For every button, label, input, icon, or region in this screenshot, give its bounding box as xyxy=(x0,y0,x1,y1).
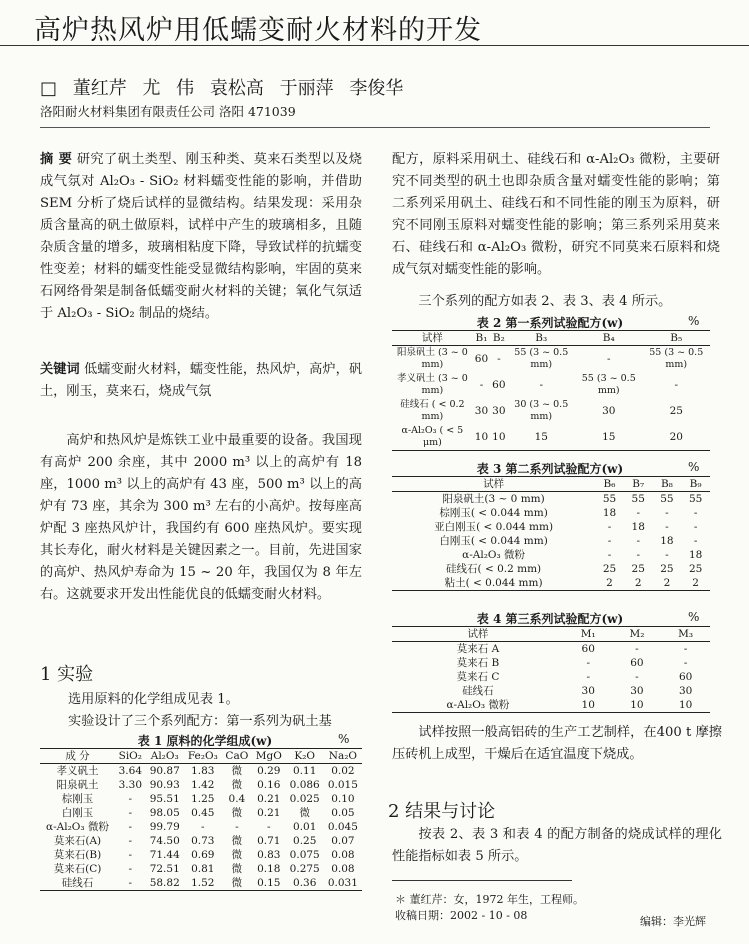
table3-row xyxy=(392,576,710,591)
table1-cell: 74.50 xyxy=(149,835,180,847)
table4-cell: α-Al₂O₃ 微粉 xyxy=(446,699,510,711)
header-rule xyxy=(0,45,749,46)
table-4-caption: 表 4 第三系列试验配方(w) xyxy=(476,612,624,626)
table1-cell: 0.075 xyxy=(289,849,320,861)
table1-cell: 0.4 xyxy=(228,793,246,805)
table3-cell: - xyxy=(665,549,669,561)
table1-row xyxy=(40,792,362,806)
table2-cell: 25 xyxy=(669,405,683,417)
table3-cell: 25 xyxy=(660,563,674,575)
table1-cell: 0.16 xyxy=(257,779,281,791)
table3-cell: 18 xyxy=(688,549,703,561)
table1-cell: 0.10 xyxy=(331,793,355,805)
table2-cell: 55 (3 ~ 0.5 mm) xyxy=(514,347,569,370)
table2-cell: 20 xyxy=(669,431,683,443)
table3-cell: 2 xyxy=(692,577,699,589)
table4-cell: 30 xyxy=(581,685,595,697)
table3-cell: 25 xyxy=(602,563,617,575)
table3-cell: - xyxy=(693,521,698,533)
table3-cell: 白刚玉( < 0.044 mm) xyxy=(439,535,548,547)
table2-cell: 60 xyxy=(474,353,489,365)
table1-cell: 99.79 xyxy=(149,821,180,833)
table1-cell: 0.015 xyxy=(327,779,358,791)
table3-cell: 2 xyxy=(634,577,642,589)
table1-cell: 0.21 xyxy=(257,807,281,819)
table1-cell: 微 xyxy=(231,849,243,861)
table3-row xyxy=(392,506,710,520)
abstract-text: 研究了矾土类型、刚玉种类、莫来石类型以及烧成气氛对 Al₂O₃ - SiO₂ 材料蠕变性能的影响，并借助 SEM 分析了烧后试样的显微结构。结果发现：采用杂质含量高的矾土做原料，试样中产生的玻璃相多，且随杂质含量的增多，玻璃相粘度下降，导致试样的抗蠕变性变差；材料的蠕变性能受显微结构影响，牢固的莫来石网络骨架是制备低蠕变耐火材料的关键；氧化气氛适于 Al₂O₃ - SiO₂ 制品的烧结。 xyxy=(40,152,362,321)
table3-cell: 25 xyxy=(631,563,645,575)
table1-cell: 0.29 xyxy=(257,765,281,777)
table2-header-cell: B₅ xyxy=(670,332,683,344)
table1-cell: 微 xyxy=(231,765,243,777)
table4-header-cell: M₃ xyxy=(678,628,694,640)
table3-cell: - xyxy=(636,507,640,519)
table1-cell: 微 xyxy=(231,779,243,791)
table1-row xyxy=(40,834,362,848)
section-2-heading: 2 结果与讨论 xyxy=(388,801,496,822)
table3-cell: 18 xyxy=(660,535,674,547)
table1-cell: 95.51 xyxy=(149,793,180,805)
table1-cell: - xyxy=(128,821,133,833)
table4-cell: 10 xyxy=(630,699,644,711)
table2-row xyxy=(392,372,710,398)
table1-cell: 0.71 xyxy=(257,835,281,847)
keywords-label: 关键词 xyxy=(40,362,80,377)
table4-header-cell: 试样 xyxy=(467,628,489,640)
table1-header-cell: Fe₂O₃ xyxy=(187,750,218,762)
table3-cell: - xyxy=(693,507,698,519)
table4-cell: 60 xyxy=(581,643,595,655)
table2-cell: 10 xyxy=(474,431,489,443)
table-2-unit: % xyxy=(688,314,700,328)
table3-cell: - xyxy=(636,535,640,547)
table4-header-cell: M₂ xyxy=(629,628,645,640)
table1-cell: 微 xyxy=(231,863,243,875)
table1-cell: - xyxy=(128,807,133,819)
table-1-caption: 表 1 原料的化学组成(w) xyxy=(137,734,273,748)
table3-header-cell: B₆ xyxy=(603,478,616,490)
table1-cell: - xyxy=(128,793,133,805)
table1-cell: 0.031 xyxy=(327,877,358,889)
table4-cell: 莫来石 A xyxy=(456,643,500,655)
table3-cell: 2 xyxy=(663,577,671,589)
table-3-header xyxy=(392,477,710,492)
table2-header-cell: B₁ xyxy=(475,332,488,344)
table4-cell: 30 xyxy=(678,685,693,697)
table2-cell: - xyxy=(539,379,544,391)
table1-cell: 阳泉矾土 xyxy=(56,779,99,791)
table1-row xyxy=(40,876,362,891)
table3-cell: - xyxy=(607,521,612,533)
table3-cell: 25 xyxy=(688,563,703,575)
table2-cell: 60 xyxy=(492,379,506,391)
table1-cell: 0.275 xyxy=(289,863,320,875)
table1-cell: 3.30 xyxy=(118,779,143,791)
table4-cell: 硅线石 xyxy=(462,685,494,697)
table1-cell: 3.64 xyxy=(118,765,143,777)
section-1-line-1: 选用原料的化学组成见表 1。 xyxy=(68,692,239,707)
footnote-author: ＊ 董红芹：女，1972 年生，工程师。 xyxy=(395,893,584,906)
table2-cell: 55 (3 ~ 0.5 mm) xyxy=(649,347,704,370)
table1-cell: 0.73 xyxy=(191,835,215,847)
affiliation-rule xyxy=(40,127,710,128)
table4-row xyxy=(392,698,710,713)
abstract-label: 摘 要 xyxy=(40,152,73,167)
table1-cell: 0.086 xyxy=(289,779,320,791)
table2-cell: 孝义矾土 (3 ~ 0 mm) xyxy=(396,373,468,396)
table1-cell: 0.01 xyxy=(293,821,317,833)
table-3 xyxy=(392,476,710,591)
section-1-text xyxy=(68,689,364,733)
table-1-unit: % xyxy=(338,732,350,746)
table3-cell: - xyxy=(607,549,612,561)
table1-row xyxy=(40,764,362,779)
table4-cell: - xyxy=(635,643,639,655)
table-3-caption: 表 3 第二系列试验配方(w) xyxy=(476,462,624,476)
table1-cell: 0.18 xyxy=(257,863,281,875)
article-title: 高炉热风炉用低蠕变耐火材料的开发 xyxy=(34,15,482,46)
table4-cell: - xyxy=(586,657,591,669)
table1-cell: 0.83 xyxy=(257,849,281,861)
table4-cell: 莫来石 C xyxy=(456,671,500,683)
table2-header-cell: B₃ xyxy=(535,332,548,344)
table3-cell: 硅线石( < 0.2 mm) xyxy=(446,563,542,575)
table3-cell: - xyxy=(636,549,640,561)
table2-cell: - xyxy=(674,379,679,391)
author-line: □ 董红芹 尤 伟 袁松高 于丽萍 李俊华 xyxy=(40,78,404,99)
right-paragraph-1: 配方，原料采用矾土、硅线石和 α-Al₂O₃ 微粉，主要研究不同类型的矾土也即杂质含量对蠕变性能的影响；第二系列采用矾土、硅线石和不同性能的刚玉为原料，研究不同刚玉原料对蠕变性能的影响；第三系列采用莫来石、硅线石和 α-Al₂O₃ 微粉，研究不同莫来石原料和烧成气氛对蠕变性能的影响。 xyxy=(392,152,720,277)
table4-row xyxy=(392,670,710,684)
table2-cell: - xyxy=(606,353,611,365)
table2-cell: α-Al₂O₃ ( < 5 μm) xyxy=(401,425,464,448)
footnote xyxy=(395,892,584,924)
section-1-heading: 1 实验 xyxy=(40,664,94,685)
table1-cell: - xyxy=(235,821,239,833)
table2-cell: - xyxy=(479,379,484,391)
table1-cell: 0.81 xyxy=(191,863,215,875)
table-1 xyxy=(40,748,362,891)
table2-cell: 阳泉矾土 (3 ~ 0 mm) xyxy=(396,347,468,370)
table1-cell: 1.25 xyxy=(191,793,215,805)
table3-cell: α-Al₂O₃ 微粉 xyxy=(462,549,526,561)
table1-cell: 1.83 xyxy=(191,765,215,777)
table4-row xyxy=(392,656,710,670)
table1-row xyxy=(40,848,362,862)
table4-row xyxy=(392,684,710,698)
table3-cell: 阳泉矾土(3 ~ 0 mm) xyxy=(442,493,545,505)
table2-cell: 30 (3 ~ 0.5 mm) xyxy=(514,399,569,422)
right-paragraph-2: 三个系列的配方如表 2、表 3、表 4 所示。 xyxy=(418,294,672,309)
table3-row xyxy=(392,562,710,576)
table2-cell: 15 xyxy=(602,431,616,443)
table2-cell: 10 xyxy=(492,431,506,443)
table1-cell: - xyxy=(267,821,271,833)
table-4-header xyxy=(392,627,710,642)
table2-cell: - xyxy=(497,353,501,365)
table3-cell: - xyxy=(665,507,669,519)
table4-cell: - xyxy=(635,671,639,683)
table3-row xyxy=(392,492,710,507)
table1-cell: α-Al₂O₃ 微粉 xyxy=(46,821,109,833)
footnote-rule xyxy=(392,880,572,881)
table3-cell: 棕刚玉( < 0.044 mm) xyxy=(439,507,548,519)
table1-row xyxy=(40,820,362,834)
table-2-header xyxy=(392,331,710,346)
editor-credit: 编辑：李光辉 xyxy=(640,915,706,928)
table3-cell: 粘土( < 0.044 mm) xyxy=(444,577,543,589)
table3-row xyxy=(392,534,710,548)
keywords xyxy=(40,359,362,403)
table1-cell: 71.44 xyxy=(149,849,180,861)
table3-cell: 55 xyxy=(688,493,703,505)
table1-cell: 0.69 xyxy=(191,849,215,861)
table4-cell: 60 xyxy=(678,671,693,683)
abstract xyxy=(40,149,362,325)
table1-cell: - xyxy=(128,863,133,875)
intro-paragraph: 高炉和热风炉是炼铁工业中最重要的设备。我国现有高炉 200 余座，其中 2000 m³ 以上的高炉有 18 座，1000 m³ 以上的高炉有 43 座，500 m³ 以上的高炉有 73 座，其余为 300 m³ 左右的小高炉。按每座高炉配 3 座热风炉计，我国约有 600 座热风炉。要实现其长寿化，耐火材料是关键因素之一。目前，先进国家的高炉、热风炉寿命为 15 ~ 20 年，我国仅为 8 年左右。这就要求开发出性能优良的低蠕变耐火材料。 xyxy=(40,433,362,602)
table1-cell: 微 xyxy=(299,807,310,819)
table1-cell: 72.51 xyxy=(149,863,180,875)
table3-cell: 18 xyxy=(631,521,645,533)
table1-cell: 孝义矾土 xyxy=(56,765,99,777)
table1-cell: 白刚玉 xyxy=(61,807,94,819)
table-4-unit: % xyxy=(688,610,700,624)
table1-row xyxy=(40,862,362,876)
table2-header-cell: B₂ xyxy=(492,332,505,344)
table4-cell: 10 xyxy=(678,699,693,711)
section-1-line-2: 实验设计了三个系列配方：第一系列为矾土基 xyxy=(68,714,332,729)
table1-cell: - xyxy=(128,849,133,861)
table2-header-cell: 试样 xyxy=(421,332,443,344)
table1-row xyxy=(40,778,362,792)
table1-cell: 莫来石(A) xyxy=(53,835,102,847)
table3-row xyxy=(392,520,710,534)
table2-cell: 30 xyxy=(474,405,489,417)
table3-cell: - xyxy=(665,521,669,533)
table2-row xyxy=(392,424,710,451)
table4-cell: 30 xyxy=(630,685,644,697)
table1-cell: 0.02 xyxy=(331,765,355,777)
table4-header-cell: M₁ xyxy=(580,628,596,640)
affiliation: 洛阳耐火材料集团有限责任公司 洛阳 471039 xyxy=(40,104,296,119)
table-4 xyxy=(392,626,710,713)
table1-cell: 0.045 xyxy=(327,821,358,833)
table1-cell: - xyxy=(128,835,133,847)
table4-cell: - xyxy=(683,643,688,655)
table1-cell: 0.07 xyxy=(331,835,355,847)
table1-cell: 58.82 xyxy=(149,877,180,889)
table1-header-cell: Al₂O₃ xyxy=(150,750,179,762)
table3-cell: 亚白刚玉( < 0.044 mm) xyxy=(434,521,554,533)
table3-cell: 55 xyxy=(631,493,645,505)
table1-cell: 莫来石(B) xyxy=(53,849,102,861)
table-1-header xyxy=(40,749,362,764)
table3-header-cell: B₇ xyxy=(632,478,645,490)
table1-cell: 0.36 xyxy=(293,877,317,889)
table2-cell: 30 xyxy=(492,405,506,417)
footnote-received-date: 收稿日期：2002 - 10 - 08 xyxy=(395,909,528,922)
table1-cell: 0.25 xyxy=(293,835,317,847)
table1-cell: 1.52 xyxy=(191,877,215,889)
table1-cell: 棕刚玉 xyxy=(61,793,94,805)
table3-cell: 18 xyxy=(602,507,617,519)
table1-cell: 90.93 xyxy=(149,779,180,791)
table4-cell: 10 xyxy=(581,699,595,711)
table1-cell: 莫来石(C) xyxy=(53,863,102,875)
table3-cell: - xyxy=(607,535,612,547)
table3-header-cell: B₉ xyxy=(689,478,702,490)
table3-cell: - xyxy=(693,535,698,547)
table1-cell: 微 xyxy=(231,807,243,819)
table1-cell: 微 xyxy=(231,877,243,889)
table1-header-cell: CaO xyxy=(225,750,249,762)
table3-cell: 2 xyxy=(606,577,613,589)
table-2-caption: 表 2 第一系列试验配方(w) xyxy=(476,316,624,330)
table1-cell: - xyxy=(201,821,205,833)
section-2-text: 按表 2、表 3 和表 4 的配方制备的烧成试样的理化性能指标如表 5 所示。 xyxy=(392,827,722,864)
table2-cell: 55 (3 ~ 0.5 mm) xyxy=(581,373,636,396)
table4-cell: - xyxy=(683,657,688,669)
table3-header-cell: B₈ xyxy=(660,478,673,490)
table2-header-cell: B₄ xyxy=(602,332,615,344)
table1-cell: 1.42 xyxy=(191,779,215,791)
table1-header-cell: MgO xyxy=(255,750,282,762)
table4-cell: 莫来石 B xyxy=(456,657,500,669)
table-2 xyxy=(392,330,710,451)
table1-cell: 0.11 xyxy=(293,765,317,777)
table1-cell: 98.05 xyxy=(149,807,180,819)
table3-header-cell: 试样 xyxy=(483,478,505,490)
table-3-unit: % xyxy=(688,460,700,474)
table4-cell: 60 xyxy=(630,657,644,669)
table2-row xyxy=(392,398,710,424)
table1-cell: 90.87 xyxy=(149,765,180,777)
table1-cell: 0.025 xyxy=(289,793,320,805)
table1-cell: 0.08 xyxy=(331,849,355,861)
table2-cell: 硅线石 ( < 0.2 mm) xyxy=(400,399,465,422)
table2-row xyxy=(392,346,710,373)
table1-cell: 0.21 xyxy=(257,793,281,805)
table4-cell: - xyxy=(586,671,591,683)
table4-row xyxy=(392,642,710,657)
table1-cell: 硅线石 xyxy=(61,877,94,889)
trial-paragraph: 试样按照一般高铝砖的生产工艺制样，在400 t 摩擦压砖机上成型，干燥后在适宜温度下烧成。 xyxy=(392,725,722,762)
table1-header-cell: Na₂O xyxy=(328,750,358,762)
table2-cell: 30 xyxy=(602,405,616,417)
table1-header-cell: K₂O xyxy=(294,750,316,762)
table1-cell: 0.15 xyxy=(257,877,281,889)
table1-header-cell: 成 分 xyxy=(65,750,90,762)
keywords-text: 低蠕变耐火材料，蠕变性能，热风炉，高炉，矾土，刚玉，莫来石，烧成气氛 xyxy=(40,362,363,399)
table3-row xyxy=(392,548,710,562)
table1-row xyxy=(40,806,362,820)
table1-cell: 0.08 xyxy=(331,863,355,875)
table1-cell: 微 xyxy=(231,835,243,847)
table3-cell: 55 xyxy=(602,493,617,505)
table1-cell: 0.45 xyxy=(191,807,215,819)
table3-cell: 55 xyxy=(660,493,674,505)
table2-cell: 15 xyxy=(534,431,548,443)
table1-cell: - xyxy=(128,877,133,889)
table1-cell: 0.05 xyxy=(331,807,355,819)
table1-header-cell: SiO₂ xyxy=(118,750,142,762)
